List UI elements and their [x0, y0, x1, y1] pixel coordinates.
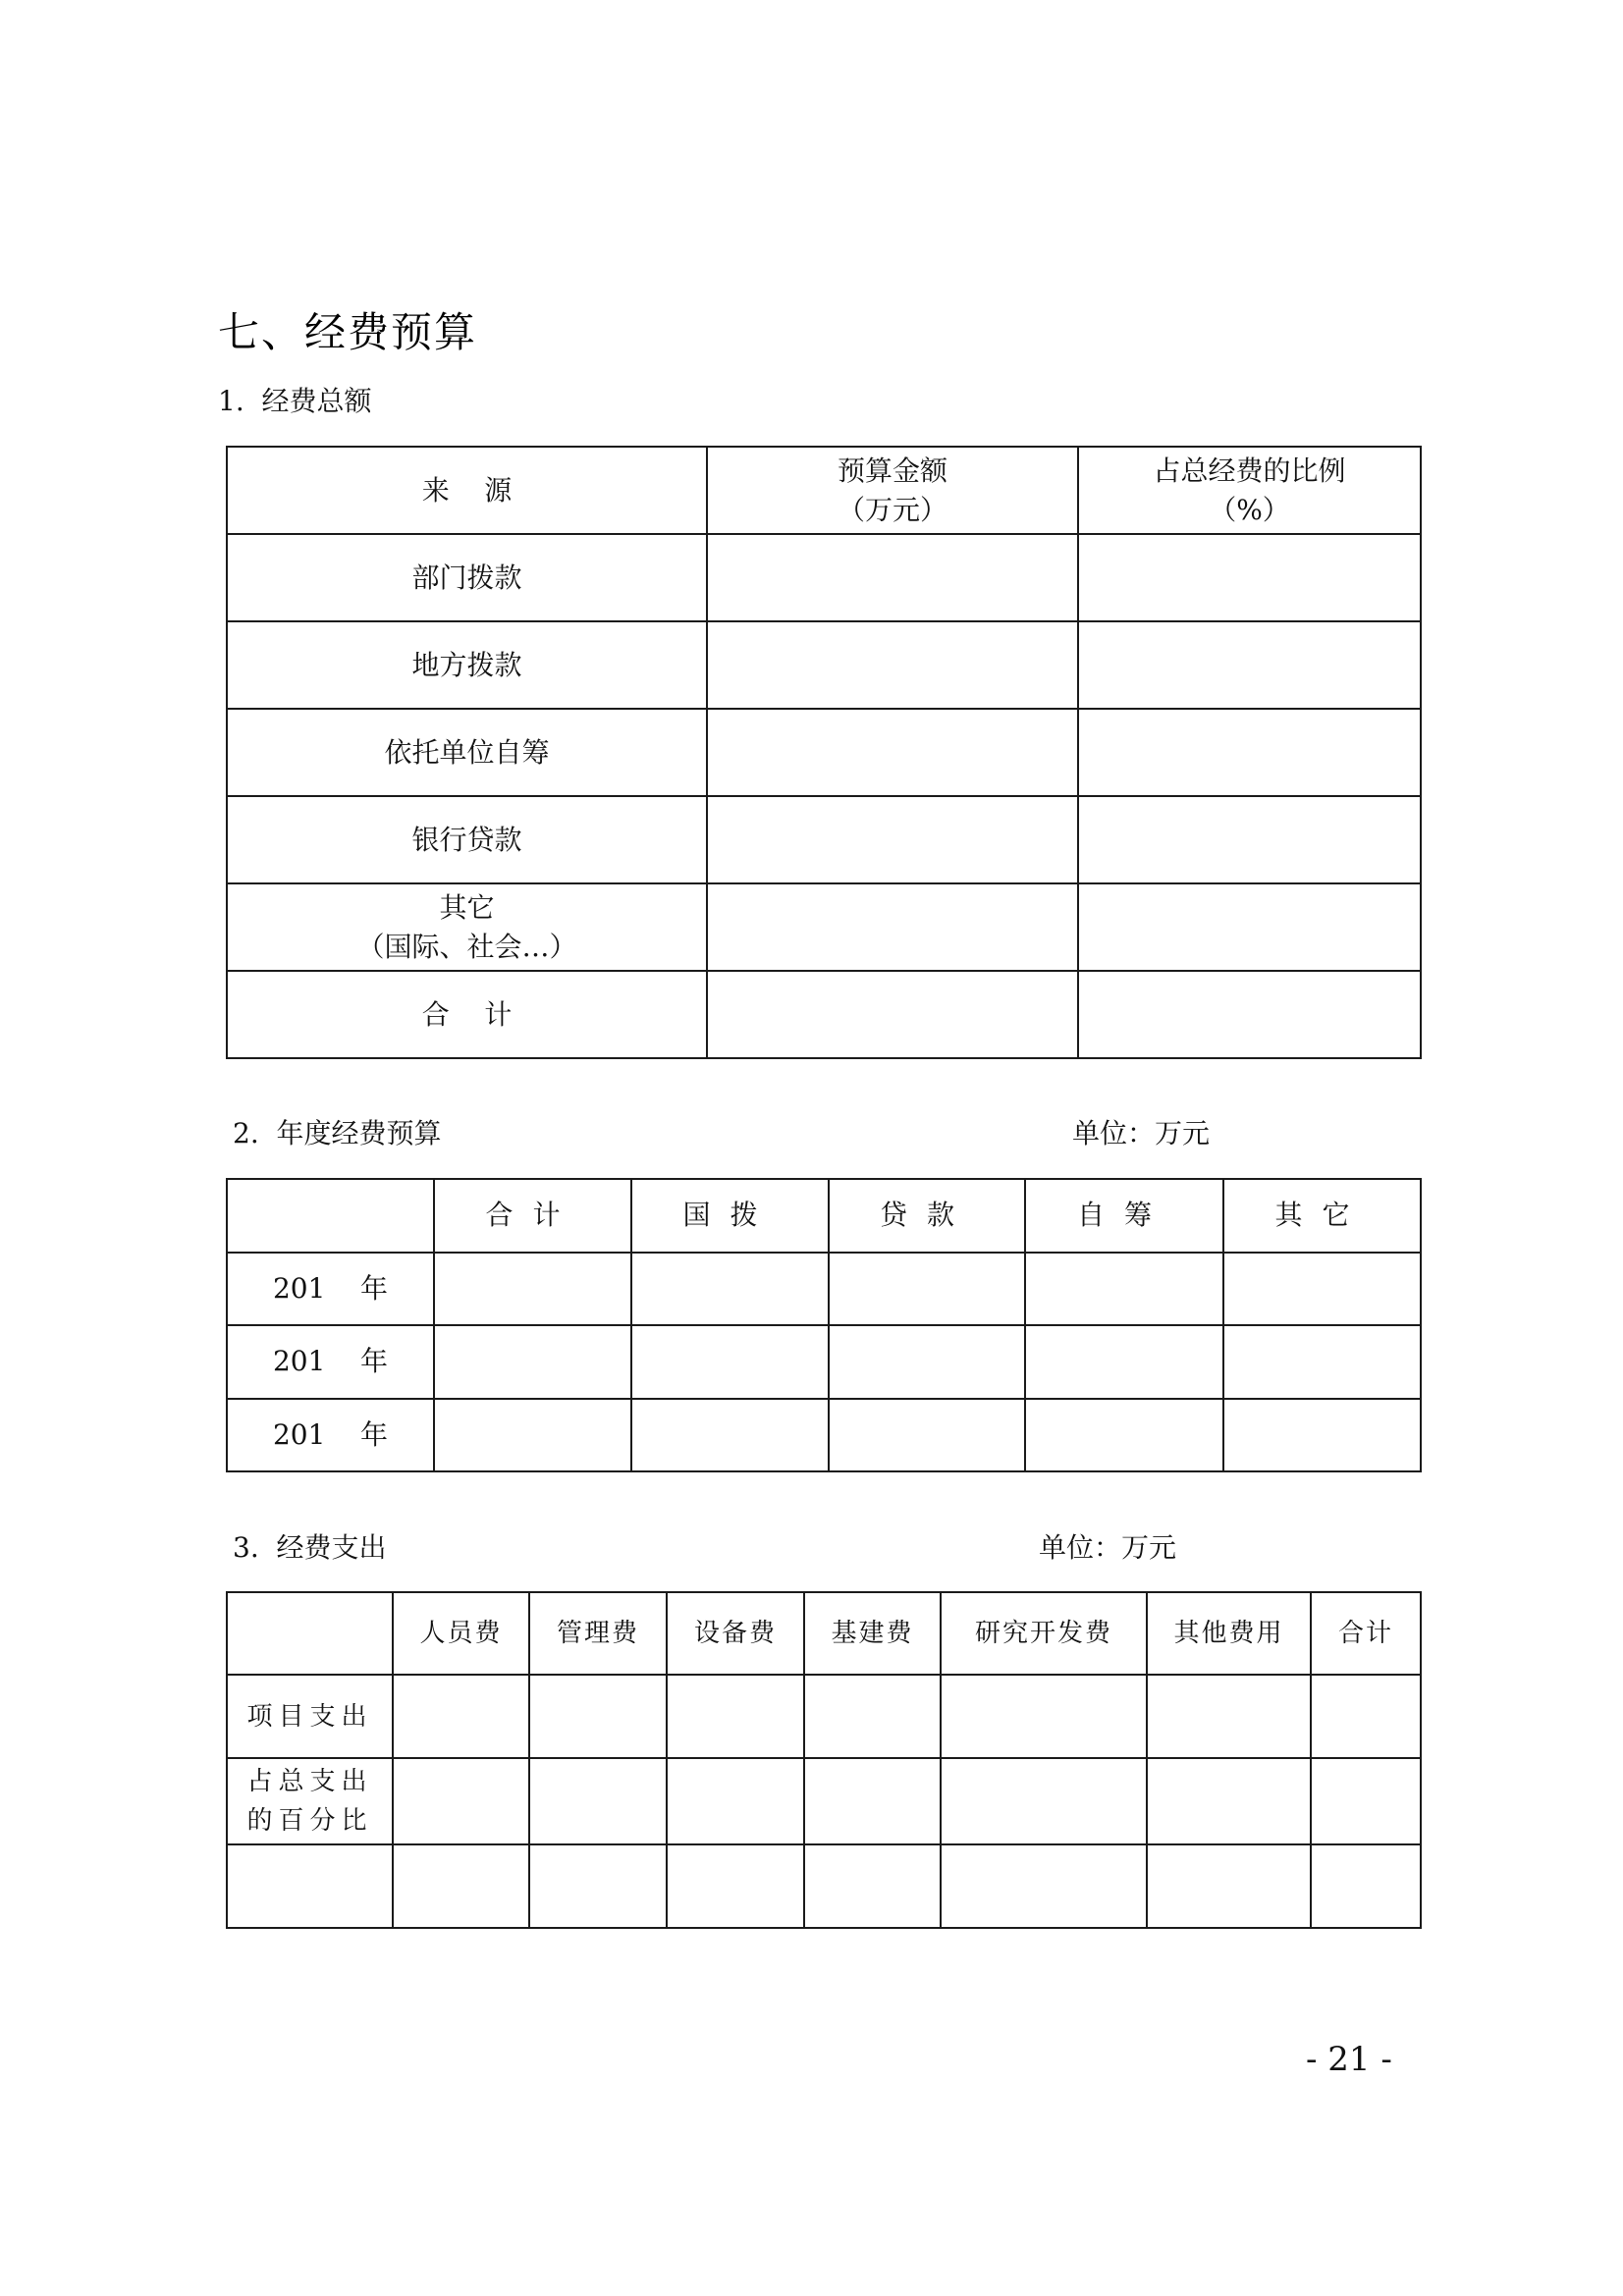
budget-cell[interactable]	[1025, 1253, 1223, 1326]
expense-cell[interactable]	[941, 1675, 1147, 1758]
column-header-total: 合计	[1311, 1592, 1421, 1675]
column-header-blank	[227, 1592, 393, 1675]
column-header-personnel: 人员费	[393, 1592, 529, 1675]
column-header-self: 自筹	[1025, 1179, 1223, 1253]
table-row	[227, 1675, 1421, 1758]
part3-unit-label: 单位：万元	[1039, 1531, 1177, 1564]
budget-cell[interactable]	[1025, 1325, 1223, 1399]
budget-cell[interactable]	[829, 1325, 1025, 1399]
budget-cell[interactable]	[434, 1399, 631, 1472]
column-header-other: 其他费用	[1147, 1592, 1311, 1675]
table-row	[227, 1844, 1421, 1928]
table-header-row	[227, 1179, 1421, 1253]
budget-cell[interactable]	[631, 1399, 829, 1472]
ratio-cell[interactable]	[1078, 621, 1421, 709]
column-header-ratio: 占总经费的比例 （%）	[1078, 447, 1421, 534]
expense-cell[interactable]	[804, 1758, 941, 1844]
expense-cell[interactable]	[804, 1675, 941, 1758]
budget-cell[interactable]	[1223, 1253, 1421, 1326]
table-row	[227, 1325, 1421, 1399]
expense-cell[interactable]	[1311, 1675, 1421, 1758]
column-header-state: 国拨	[631, 1179, 829, 1253]
part2-heading: 2. 年度经费预算	[233, 1117, 442, 1149]
budget-cell[interactable]	[434, 1325, 631, 1399]
expense-cell[interactable]	[1147, 1675, 1311, 1758]
column-header-total: 合计	[434, 1179, 631, 1253]
expense-cell[interactable]	[941, 1844, 1147, 1928]
table-row	[227, 1253, 1421, 1326]
expense-cell[interactable]	[667, 1675, 804, 1758]
expense-cell[interactable]	[393, 1844, 529, 1928]
table-row-total	[227, 971, 1421, 1058]
ratio-cell[interactable]	[1078, 971, 1421, 1058]
column-header-loan: 贷款	[829, 1179, 1025, 1253]
table-row	[227, 1399, 1421, 1472]
ratio-cell[interactable]	[1078, 534, 1421, 621]
year-label: 201 年	[227, 1253, 434, 1326]
expense-cell[interactable]	[393, 1675, 529, 1758]
amount-cell[interactable]	[707, 534, 1078, 621]
budget-cell[interactable]	[1223, 1399, 1421, 1472]
amount-cell[interactable]	[707, 971, 1078, 1058]
column-header-construction: 基建费	[804, 1592, 941, 1675]
expense-cell[interactable]	[1147, 1844, 1311, 1928]
table-row	[227, 621, 1421, 709]
page-number: - 21 -	[1306, 2040, 1392, 2079]
table-row	[227, 883, 1421, 971]
year-label: 201 年	[227, 1399, 434, 1472]
budget-cell[interactable]	[631, 1253, 829, 1326]
column-header-equipment: 设备费	[667, 1592, 804, 1675]
table-row	[227, 1758, 1421, 1844]
ratio-cell[interactable]	[1078, 796, 1421, 883]
expense-cell[interactable]	[529, 1758, 667, 1844]
expense-cell[interactable]	[941, 1758, 1147, 1844]
amount-cell[interactable]	[707, 796, 1078, 883]
expense-cell[interactable]	[667, 1844, 804, 1928]
row-label	[227, 1844, 393, 1928]
expense-cell[interactable]	[529, 1675, 667, 1758]
expense-cell[interactable]	[529, 1844, 667, 1928]
column-header-other: 其它	[1223, 1179, 1421, 1253]
amount-cell[interactable]	[707, 883, 1078, 971]
amount-cell[interactable]	[707, 709, 1078, 796]
row-label: 项目支出	[227, 1675, 393, 1758]
column-header-amount: 预算金额 （万元）	[707, 447, 1078, 534]
ratio-cell[interactable]	[1078, 709, 1421, 796]
expenditure-table	[226, 1591, 1422, 1929]
table-row	[227, 534, 1421, 621]
budget-cell[interactable]	[829, 1253, 1025, 1326]
source-label: 部门拨款	[227, 534, 707, 621]
column-header-rnd: 研究开发费	[941, 1592, 1147, 1675]
source-label: 地方拨款	[227, 621, 707, 709]
annual-budget-table	[226, 1178, 1422, 1472]
source-label: 依托单位自筹	[227, 709, 707, 796]
part2-unit-label: 单位：万元	[1072, 1117, 1211, 1149]
expense-cell[interactable]	[1147, 1758, 1311, 1844]
expense-cell[interactable]	[1311, 1844, 1421, 1928]
expense-cell[interactable]	[1311, 1758, 1421, 1844]
budget-cell[interactable]	[829, 1399, 1025, 1472]
budget-cell[interactable]	[1223, 1325, 1421, 1399]
expense-cell[interactable]	[393, 1758, 529, 1844]
expense-cell[interactable]	[804, 1844, 941, 1928]
column-header-source: 来 源	[227, 447, 707, 534]
total-funding-table	[226, 446, 1422, 1059]
table-header-row	[227, 1592, 1421, 1675]
budget-cell[interactable]	[434, 1253, 631, 1326]
table-row	[227, 796, 1421, 883]
part1-heading: 1. 经费总额	[218, 385, 372, 417]
column-header-blank	[227, 1179, 434, 1253]
table-row	[227, 709, 1421, 796]
expense-cell[interactable]	[667, 1758, 804, 1844]
budget-cell[interactable]	[1025, 1399, 1223, 1472]
amount-cell[interactable]	[707, 621, 1078, 709]
column-header-management: 管理费	[529, 1592, 667, 1675]
source-label: 银行贷款	[227, 796, 707, 883]
section-title: 七、经费预算	[218, 308, 478, 356]
part3-heading: 3. 经费支出	[233, 1531, 387, 1564]
table-header-row	[227, 447, 1421, 534]
budget-cell[interactable]	[631, 1325, 829, 1399]
year-label: 201 年	[227, 1325, 434, 1399]
source-label: 合 计	[227, 971, 707, 1058]
ratio-cell[interactable]	[1078, 883, 1421, 971]
source-label: 其它 （国际、社会…）	[227, 883, 707, 971]
row-label: 占总支出 的百分比	[227, 1758, 393, 1844]
